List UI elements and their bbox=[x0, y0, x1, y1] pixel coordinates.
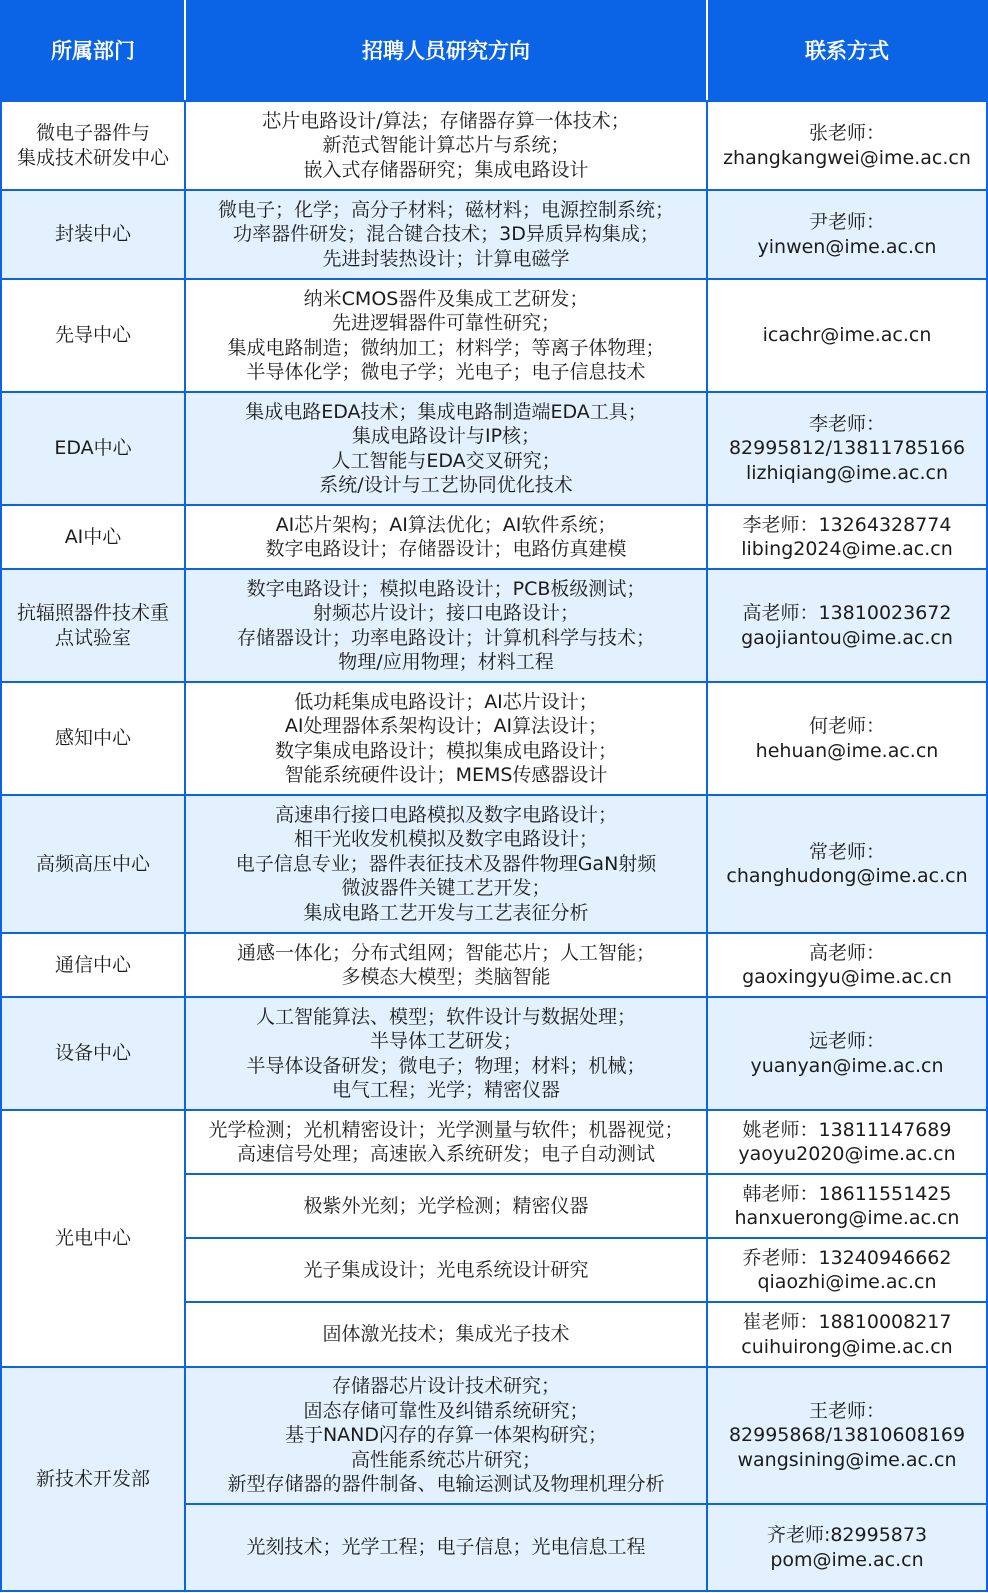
direction-cell-line: 存储器芯片设计技术研究； bbox=[331, 1375, 560, 1398]
contact-cell-line: 远老师： bbox=[808, 1030, 885, 1052]
table-header-row bbox=[1, 1, 987, 101]
contact-cell-line: gaojiantou@ime.ac.cn bbox=[741, 626, 953, 649]
contact-cell-line: yaoyu2020@ime.ac.cn bbox=[738, 1143, 956, 1165]
direction-cell bbox=[185, 795, 707, 933]
table-row bbox=[1, 682, 987, 795]
dept-cell bbox=[1, 569, 185, 682]
header-dept: 所属部门 bbox=[1, 1, 185, 101]
direction-cell-line: 智能系统硬件设计；MEMS传感器设计 bbox=[284, 764, 608, 786]
table-row bbox=[1, 795, 987, 933]
direction-cell-line: 新型存储器的器件制备、电输运测试及物理机理分析 bbox=[227, 1473, 665, 1496]
direction-cell-line: 基于NAND闪存的存算一体架构研究； bbox=[284, 1424, 608, 1447]
contact-cell-line: wangsining@ime.ac.cn bbox=[737, 1448, 957, 1471]
direction-cell-line: 低功耗集成电路设计；AI芯片设计； bbox=[294, 690, 598, 713]
table-row bbox=[1, 1367, 987, 1504]
contact-cell-line: hanxuerong@ime.ac.cn bbox=[734, 1207, 960, 1229]
direction-cell-line: 数字集成电路设计；模拟集成电路设计； bbox=[274, 739, 617, 762]
contact-cell-line: 82995868/13810608169 bbox=[728, 1424, 966, 1447]
direction-cell-line: 芯片电路设计/算法；存储器存算一体技术； bbox=[262, 109, 630, 132]
direction-cell-line: 系统/设计与工艺协同优化技术 bbox=[319, 474, 573, 496]
dept-cell-line: 设备中心 bbox=[54, 1042, 131, 1065]
dept-cell bbox=[1, 279, 185, 392]
contact-cell-line: 高老师： bbox=[808, 941, 885, 964]
contact-cell-line: 乔老师：13240946662 bbox=[742, 1246, 952, 1269]
direction-cell-line: 固体激光技术；集成光子技术 bbox=[322, 1323, 570, 1346]
dept-cell: 光电中心 bbox=[1, 1110, 185, 1367]
contact-cell-line: 韩老师：18611551425 bbox=[742, 1182, 952, 1205]
table-body bbox=[1, 101, 987, 1591]
contact-cell-line: hehuan@ime.ac.cn bbox=[755, 739, 939, 762]
direction-cell bbox=[185, 997, 707, 1110]
contact-cell-line: changhudong@ime.ac.cn bbox=[726, 865, 968, 887]
dept-cell-line: AI中心 bbox=[64, 525, 122, 548]
contact-cell-line: qiaozhi@ime.ac.cn bbox=[757, 1271, 937, 1293]
table-row bbox=[1, 279, 987, 392]
direction-cell-line: 电气工程；光学；精密仪器 bbox=[331, 1079, 560, 1101]
contact-cell-line: yinwen@ime.ac.cn bbox=[757, 235, 937, 258]
dept-cell-line: 点试验室 bbox=[54, 626, 131, 649]
direction-cell bbox=[185, 505, 707, 569]
table-row bbox=[1, 569, 987, 682]
direction-cell-line: 电子信息专业；器件表征技术及器件物理GaN射频 bbox=[235, 852, 657, 875]
contact-cell bbox=[707, 1302, 987, 1367]
direction-cell-line: 半导体化学；微电子学；光电子；电子信息技术 bbox=[246, 361, 646, 383]
dept-cell-line: EDA中心 bbox=[54, 437, 132, 460]
dept-cell bbox=[1, 933, 185, 997]
contact-cell-line: 李老师： bbox=[808, 412, 885, 435]
contact-cell bbox=[707, 1504, 987, 1591]
direction-cell bbox=[185, 279, 707, 392]
contact-cell-line: icachr@ime.ac.cn bbox=[762, 324, 932, 347]
table-row bbox=[1, 997, 987, 1110]
contact-cell bbox=[707, 997, 987, 1110]
direction-cell bbox=[185, 1367, 707, 1504]
direction-cell bbox=[185, 392, 707, 505]
direction-cell bbox=[185, 1302, 707, 1367]
contact-cell-line: 何老师： bbox=[808, 715, 885, 737]
dept-cell bbox=[1, 190, 185, 279]
direction-cell-line: 新范式智能计算芯片与系统； bbox=[322, 134, 570, 157]
direction-cell-line: 集成电路设计与IP核； bbox=[351, 425, 541, 447]
table-row bbox=[1, 190, 987, 279]
direction-cell-line: 射频芯片设计；接口电路设计； bbox=[312, 602, 579, 624]
contact-cell-line: gaoxingyu@ime.ac.cn bbox=[742, 966, 952, 988]
direction-cell-line: 光子集成设计；光电系统设计研究 bbox=[303, 1258, 589, 1281]
dept-cell-line: 感知中心 bbox=[54, 727, 131, 750]
direction-cell-line: 数字电路设计；模拟电路设计；PCB板级测试； bbox=[246, 577, 646, 600]
contact-cell bbox=[707, 392, 987, 505]
direction-cell-line: 通感一体化；分布式组网；智能芯片；人工智能； bbox=[236, 941, 655, 964]
table-row bbox=[1, 933, 987, 997]
direction-cell-line: 功率器件研发；混合键合技术；3D异质异构集成； bbox=[233, 223, 659, 246]
contact-cell-line: 张老师： bbox=[808, 122, 885, 144]
direction-cell bbox=[185, 569, 707, 682]
dept-cell-line: 集成技术研发中心 bbox=[16, 146, 169, 169]
direction-cell bbox=[185, 1110, 707, 1174]
table-row bbox=[1, 392, 987, 505]
header-contact: 联系方式 bbox=[707, 1, 987, 101]
direction-cell-line: 数字电路设计；存储器设计；电路仿真建模 bbox=[265, 538, 627, 560]
direction-cell-line: 微波器件关键工艺开发； bbox=[341, 877, 551, 900]
contact-cell-line: lizhiqiang@ime.ac.cn bbox=[745, 461, 949, 484]
dept-cell bbox=[1, 997, 185, 1110]
direction-cell-line: 高性能系统芯片研究； bbox=[350, 1448, 541, 1471]
header-direction: 招聘人员研究方向 bbox=[185, 1, 707, 101]
contact-cell bbox=[707, 505, 987, 569]
contact-cell bbox=[707, 279, 987, 392]
direction-cell-line: 物理/应用物理；材料工程 bbox=[338, 651, 554, 673]
contact-cell-line: 姚老师：13811147689 bbox=[742, 1118, 952, 1141]
direction-cell-line: 半导体工艺研发； bbox=[369, 1030, 522, 1052]
direction-cell-line: 嵌入式存储器研究；集成电路设计 bbox=[303, 158, 589, 181]
contact-cell-line: 82995812/13811785166 bbox=[728, 437, 966, 460]
direction-cell-line: 高速串行接口电路模拟及数字电路设计； bbox=[274, 803, 617, 826]
dept-cell bbox=[1, 101, 185, 190]
dept-cell-line: 抗辐照器件技术重 bbox=[16, 602, 169, 624]
contact-cell-line: 尹老师： bbox=[808, 211, 885, 233]
table-row bbox=[1, 1110, 987, 1174]
contact-cell-line: 齐老师:82995873 bbox=[766, 1524, 928, 1546]
dept-cell: 新技术开发部 bbox=[1, 1367, 185, 1591]
contact-cell bbox=[707, 569, 987, 682]
direction-cell-line: AI处理器体系架构设计；AI算法设计； bbox=[284, 715, 608, 737]
direction-cell-line: 固态存储可靠性及纠错系统研究； bbox=[303, 1399, 589, 1422]
contact-cell bbox=[707, 190, 987, 279]
dept-cell-line: 通信中心 bbox=[54, 953, 131, 976]
direction-cell-line: 存储器设计；功率电路设计；计算机科学与技术； bbox=[236, 626, 655, 649]
contact-cell bbox=[707, 795, 987, 933]
contact-cell-line: libing2024@ime.ac.cn bbox=[741, 538, 953, 560]
dept-cell-line: 先导中心 bbox=[54, 324, 131, 347]
direction-cell bbox=[185, 1504, 707, 1591]
direction-cell-line: 先进封装热设计；计算电磁学 bbox=[322, 247, 570, 270]
direction-cell bbox=[185, 933, 707, 997]
contact-cell-line: cuihuirong@ime.ac.cn bbox=[741, 1335, 953, 1358]
contact-cell bbox=[707, 1238, 987, 1302]
table-row bbox=[1, 505, 987, 569]
direction-cell bbox=[185, 190, 707, 279]
contact-cell-line: pom@ime.ac.cn bbox=[770, 1548, 924, 1571]
direction-cell bbox=[185, 101, 707, 190]
contact-cell bbox=[707, 1367, 987, 1504]
direction-cell-line: 人工智能与EDA交叉研究； bbox=[331, 449, 561, 472]
direction-cell bbox=[185, 1238, 707, 1302]
direction-cell-line: 纳米CMOS器件及集成工艺研发； bbox=[303, 287, 589, 310]
contact-cell-line: 李老师：13264328774 bbox=[742, 513, 952, 536]
direction-cell-line: 光学检测；光机精密设计；光学测量与软件；机器视觉； bbox=[208, 1118, 684, 1141]
contact-cell bbox=[707, 101, 987, 190]
direction-cell-line: 集成电路EDA技术；集成电路制造端EDA工具； bbox=[245, 400, 647, 423]
direction-cell-line: 高速信号处理；高速嵌入系统研发；电子自动测试 bbox=[236, 1143, 655, 1165]
direction-cell-line: 集成电路制造；微纳加工；材料学；等离子体物理； bbox=[227, 336, 665, 359]
direction-cell-line: 集成电路工艺开发与工艺表征分析 bbox=[303, 901, 589, 924]
contact-cell bbox=[707, 933, 987, 997]
contact-cell-line: 崔老师：18810008217 bbox=[742, 1311, 952, 1333]
direction-cell-line: AI芯片架构；AI算法优化；AI软件系统； bbox=[275, 513, 617, 536]
contact-cell-line: 常老师： bbox=[808, 840, 885, 863]
contact-cell-line: yuanyan@ime.ac.cn bbox=[750, 1054, 944, 1077]
dept-cell bbox=[1, 505, 185, 569]
direction-cell-line: 极紫外光刻；光学检测；精密仪器 bbox=[303, 1194, 589, 1217]
dept-cell bbox=[1, 795, 185, 933]
contact-cell bbox=[707, 1174, 987, 1238]
contact-cell-line: 王老师： bbox=[808, 1399, 885, 1422]
direction-cell-line: 相干光收发机模拟及数字电路设计； bbox=[293, 828, 598, 851]
contact-cell-line: 高老师：13810023672 bbox=[742, 602, 952, 624]
contact-cell-line: zhangkangwei@ime.ac.cn bbox=[723, 146, 971, 169]
direction-cell-line: 半导体设备研发；微电子；物理；材料；机械； bbox=[246, 1054, 646, 1077]
dept-cell bbox=[1, 682, 185, 795]
direction-cell-line: 先进逻辑器件可靠性研究； bbox=[331, 312, 560, 334]
direction-cell bbox=[185, 1174, 707, 1238]
dept-cell bbox=[1, 392, 185, 505]
direction-cell bbox=[185, 682, 707, 795]
dept-cell-line: 封装中心 bbox=[54, 223, 131, 246]
table-row bbox=[1, 101, 987, 190]
dept-cell-line: 微电子器件与 bbox=[35, 122, 150, 144]
direction-cell-line: 人工智能算法、模型；软件设计与数据处理； bbox=[255, 1005, 636, 1028]
direction-cell-line: 多模态大模型；类脑智能 bbox=[341, 966, 551, 988]
contact-cell bbox=[707, 682, 987, 795]
dept-cell-line: 高频高压中心 bbox=[35, 852, 150, 875]
contact-cell bbox=[707, 1110, 987, 1174]
direction-cell-line: 微电子；化学；高分子材料；磁材料；电源控制系统； bbox=[217, 198, 674, 221]
direction-cell-line: 光刻技术；光学工程；电子信息；光电信息工程 bbox=[246, 1536, 646, 1559]
